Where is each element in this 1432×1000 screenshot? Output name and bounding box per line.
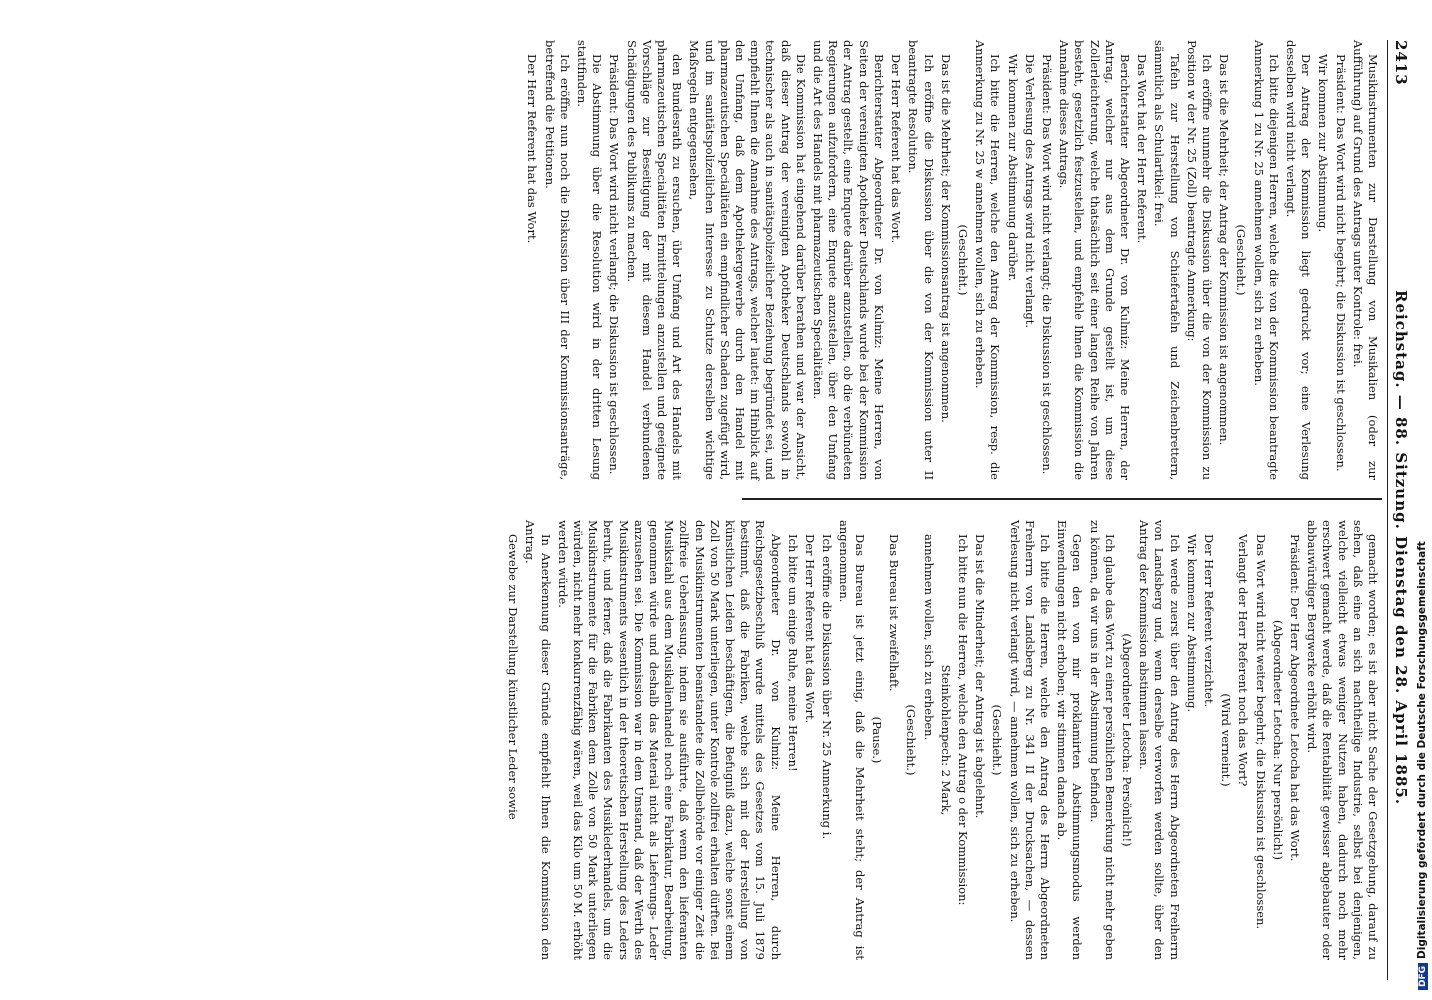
paragraph: Das Bureau ist zweifelhaft.	[887, 534, 902, 692]
paragraph: annehmen wollen, sich zu erheben.	[921, 534, 936, 741]
page-title: Reichstag. — 88. Sitzung. Dienstag den 28. April 1885.	[1392, 290, 1410, 806]
paragraph: (Abgeordneter Letocha: Nur persönlich!)	[1270, 620, 1285, 860]
paragraph: Ich bitte diejenigen Herren, welche die von der Kommission beantragte Anmerkung 1 zu Nr. 25 annehmen wollen, sich zu erheben.	[1251, 40, 1281, 480]
paragraph: (Wird verneint.)	[1219, 693, 1234, 787]
paragraph: Ich bitte die Herren, welche den Antrag des Herrn Abgeordneten Freiherrn von Landsberg zu Nr. 341 II der Drucksachen, — dessen Verlesung nicht verlangt wird, — annehmen wollen, sich zu erheben.	[1007, 520, 1052, 960]
paragraph: Das ist die Mehrheit; der Kommissionsantrag ist angenommen.	[938, 54, 953, 423]
rotated-page-content	[110, 40, 1410, 980]
paragraph: Die Verlesung des Antrags wird nicht verlangt.	[1022, 54, 1037, 329]
paragraph: (Pause.)	[869, 716, 884, 764]
paragraph: Ich eröffne die Diskussion über die von der Kommission unter II beantragte Resolution.	[906, 40, 936, 480]
dfg-logo: DFG	[1418, 963, 1428, 990]
paragraph: Der Herr Referent verzichtet.	[1201, 534, 1216, 708]
paragraph: Berichterstatter Abgeordneter Dr. von Kulmiz: Meine Herren, der Antrag, welcher nur aus dem Grunde gestellt ist, um diese Zollerleichterung, welche thatsächlich seit einer langen Reihe von Jahren besteht, gesetzlich festzustellen, und empfehle Ihnen die Kommission die Annahme dieses Antrags.	[1057, 40, 1132, 480]
paragraph: Das Wort hat der Herr Referent.	[1135, 54, 1150, 244]
paragraph: Ich bitte die Herren, welche den Antrag der Kommission, resp. die Anmerkung zu Nr. 25 w annehmen wollen, sich zu erheben.	[973, 40, 1003, 480]
paragraph: Das ist die Minderheit; der Antrag ist abgelehnt.	[973, 534, 988, 819]
text-column-right	[503, 520, 1380, 960]
page-header	[1388, 40, 1410, 980]
paragraph: (Geschieht.)	[1234, 224, 1249, 296]
paragraph: Ich glaube das Wort zu einer persönlichen Bemerkung nicht mehr geben zu können, da wir uns in der Abstimmung befinden.	[1087, 520, 1117, 960]
paragraph: Der Herr Referent hat das Wort.	[525, 54, 540, 244]
paragraph: Der Antrag der Kommission liegt gedruckt vor; eine Verlesung desselben wird nicht verlangt.	[1283, 40, 1314, 480]
header-rule	[1387, 40, 1388, 980]
paragraph: Ich werde zuerst über den Antrag des Herrn Abgeordneten Freiherrn von Landsberg und, wenn derselbe verworfen werden sollte, über den Antrag der Kommission abstimmen lassen.	[1137, 520, 1182, 960]
paragraph: Wir kommen zur Abstimmung.	[1184, 534, 1199, 713]
paragraph: Berichterstatter Abgeordneter Dr. von Kulmiz: Meine Herren, von Seiten der vereinigten Apotheker Deutschlands wurde bei der Kommission der Antrag gestellt, eine Enquete darüber anzustellen, ob die verbündeten Regierungen aufzufordern, eine Enquete anzustellen, über den Umfang und die Art des Handels mit pharmazeutischen Specialitäten.	[811, 40, 886, 480]
paragraph: (Geschieht.)	[955, 224, 970, 296]
paragraph: Das ist die Mehrheit; der Antrag der Kommission ist angenommen.	[1217, 54, 1232, 446]
paragraph: Ich eröffne nunmehr die Diskussion über die von der Kommission zu Position w der Nr. 25 (Zoll) beantragte Anmerkung:	[1184, 40, 1214, 480]
paragraph: Ich bitte nun die Herren, welche den Antrag o der Kommission:	[955, 534, 970, 906]
digitization-footer	[1416, 541, 1428, 990]
paragraph: Wir kommen zur Abstimmung darüber.	[1005, 54, 1020, 282]
paragraph: gemacht worden; es ist aber nicht Sache der Gesetzgebung, darauf zu sehen, daß eine an sich nachtheilige Industrie, selbst bei denjenigen, welche vielleicht etwas weniger Nutzen haben, dadurch noch mehr erschwert gemacht werde, daß die Rentabilität gewisser abgebauter oder abbauwürdiger Bergwerke erhöht wird.	[1305, 520, 1380, 960]
paragraph: Wir kommen zur Abstimmung.	[1316, 54, 1331, 233]
paragraph: Abgeordneter Dr. von Kulmiz: Meine Herren, durch Reichsgesetzbeschluß wurde mittels des Gesetzes vom 15. Juli 1879 bestimmt, daß die Fabriken, welche sich mit der Herstellung von künstlichen Leiden beschäftigen, die Befugniß dazu, welche sonst einem Zoll von 50 Mark unterliegen, unter Kontrole zollfrei erhalten dürften. Bei den Musikinstrumenten beanstandete die Zollbehörde vor einiger Zeit die zollfreie Ueberlassung, indem sie ausführte, daß wenn den lieferanten Musikstahl aus dem Musikalienhandel noch eine Fabrikatur, Bearbeitung, genommen würde und deshalb das Material nicht als Lieferungs- Leder anzusehen sei. Die Kommission war in dem Umstand, daß der Werth des Musikinstruments wesentlich in der theoretischen Herstellung des Leders beruht, und ferner, daß die Fabrikanten des Musiklederhandels, um die Musikinstrumente für die Fabriken dem Zolle von 50 Mark unterliegen würden, nicht mehr konkurrenzfähig wären, weil das Kilo um 50 M. erhöht werden würde.	[555, 520, 783, 960]
paragraph: Die Abstimmung über die Resolution wird in der dritten Lesung stattfinden.	[575, 40, 605, 480]
paragraph: Präsident: Das Wort wird nicht verlangt; die Diskussion ist geschlossen.	[607, 54, 622, 475]
paragraph: (Abgeordneter Letocha: Persönlich!)	[1119, 633, 1134, 847]
paragraph: Präsident: Das Wort wird nicht verlangt; die Diskussion ist geschlossen.	[1039, 54, 1054, 475]
paragraph: In Anerkennung dieser Gründe empfiehlt Ihnen die Kommission den Antrag.	[523, 520, 553, 960]
digitization-note: Digitalisierung gefördert durch die Deutsche Forschungsgemeinschaft	[1416, 541, 1428, 959]
paragraph: Ich bitte um einige Ruhe, meine Herren!	[785, 534, 800, 772]
paragraph: (Geschieht.)	[904, 704, 919, 776]
paragraph: Verlangt der Herr Referent noch das Wort?	[1236, 534, 1251, 787]
paragraph: Präsident: Das Wort wird nicht begehrt; die Diskussion ist geschlossen.	[1333, 54, 1348, 472]
paragraph: (Geschieht.)	[990, 704, 1005, 776]
paragraph: Ich eröffne nun noch die Diskussion über III der Kommissionsanträge, betreffend die Petitionen.	[542, 40, 572, 480]
paragraph: Steinkohlenpech: 2 Mark,	[938, 664, 953, 816]
paragraph: Das Wort wird nicht weiter begehrt; die Diskussion ist geschlossen.	[1253, 534, 1268, 930]
paragraph: den Bundesrath zu ersuchen, über Umfang und Art des Handels mit pharmazeutischen Specialitäten Ermittelungen anzustellen und geeignete Vorschläge zur Beseitigung der mit diesem Handel verbundenen Schädigungen des Publikums zu machen.	[624, 40, 685, 480]
paragraph: Die Kommission hat eingehend darüber berathen und war der Ansicht, daß dieser Antrag der vereinigten Apotheker Deutschlands sowohl in technischer als auch in sanitätspolizeilicher Beziehung begründet sei, und empfiehlt Ihnen die Annahme des Antrags, welcher lautet: im Hinblick auf den Umfang, daß dem Apothekergewerbe durch den Handel mit pharmazeutischen Specialitäten ein empfindlicher Schaden zugefügt wird, und im sanitätspolizeilichen Interesse zu Schutze derselben wichtige Maßregeln entgegensehen,	[687, 40, 808, 480]
paragraph: Musikinstrumenten zur Darstellung von Musikalien (oder zur Aufführung) auf Grund des Antrags unter Kontrole: frei.	[1350, 40, 1380, 480]
column-divider	[742, 498, 1382, 500]
paragraph: Gewebe zur Darstellung künstlicher Leder sowie	[506, 534, 521, 820]
paragraph: Gegen den von mir proklamirten Abstimmungsmodus werden Einwendungen nicht erhoben; wir stimmen danach ab.	[1055, 520, 1085, 960]
paragraph: Tafeln zur Herstellung von Schiefertafeln und Zeichenbrettern, sämmtlich als Schulartikel: frei.	[1152, 40, 1182, 480]
paragraph: Der Herr Referent hat das Wort.	[889, 54, 904, 244]
paragraph: Das Bureau ist jetzt einig, daß die Mehrheit steht; der Antrag ist angenommen.	[837, 520, 867, 960]
page-number: 2413	[1392, 40, 1410, 86]
paragraph: Ich eröffne die Diskussion über Nr. 25 Anmerkung i.	[820, 534, 835, 840]
text-column-left	[522, 40, 1380, 480]
paragraph: Der Herr Referent hat das Wort.	[803, 534, 818, 724]
paragraph: Präsident: Der Herr Abgeordnete Letocha hat das Wort.	[1287, 534, 1302, 862]
